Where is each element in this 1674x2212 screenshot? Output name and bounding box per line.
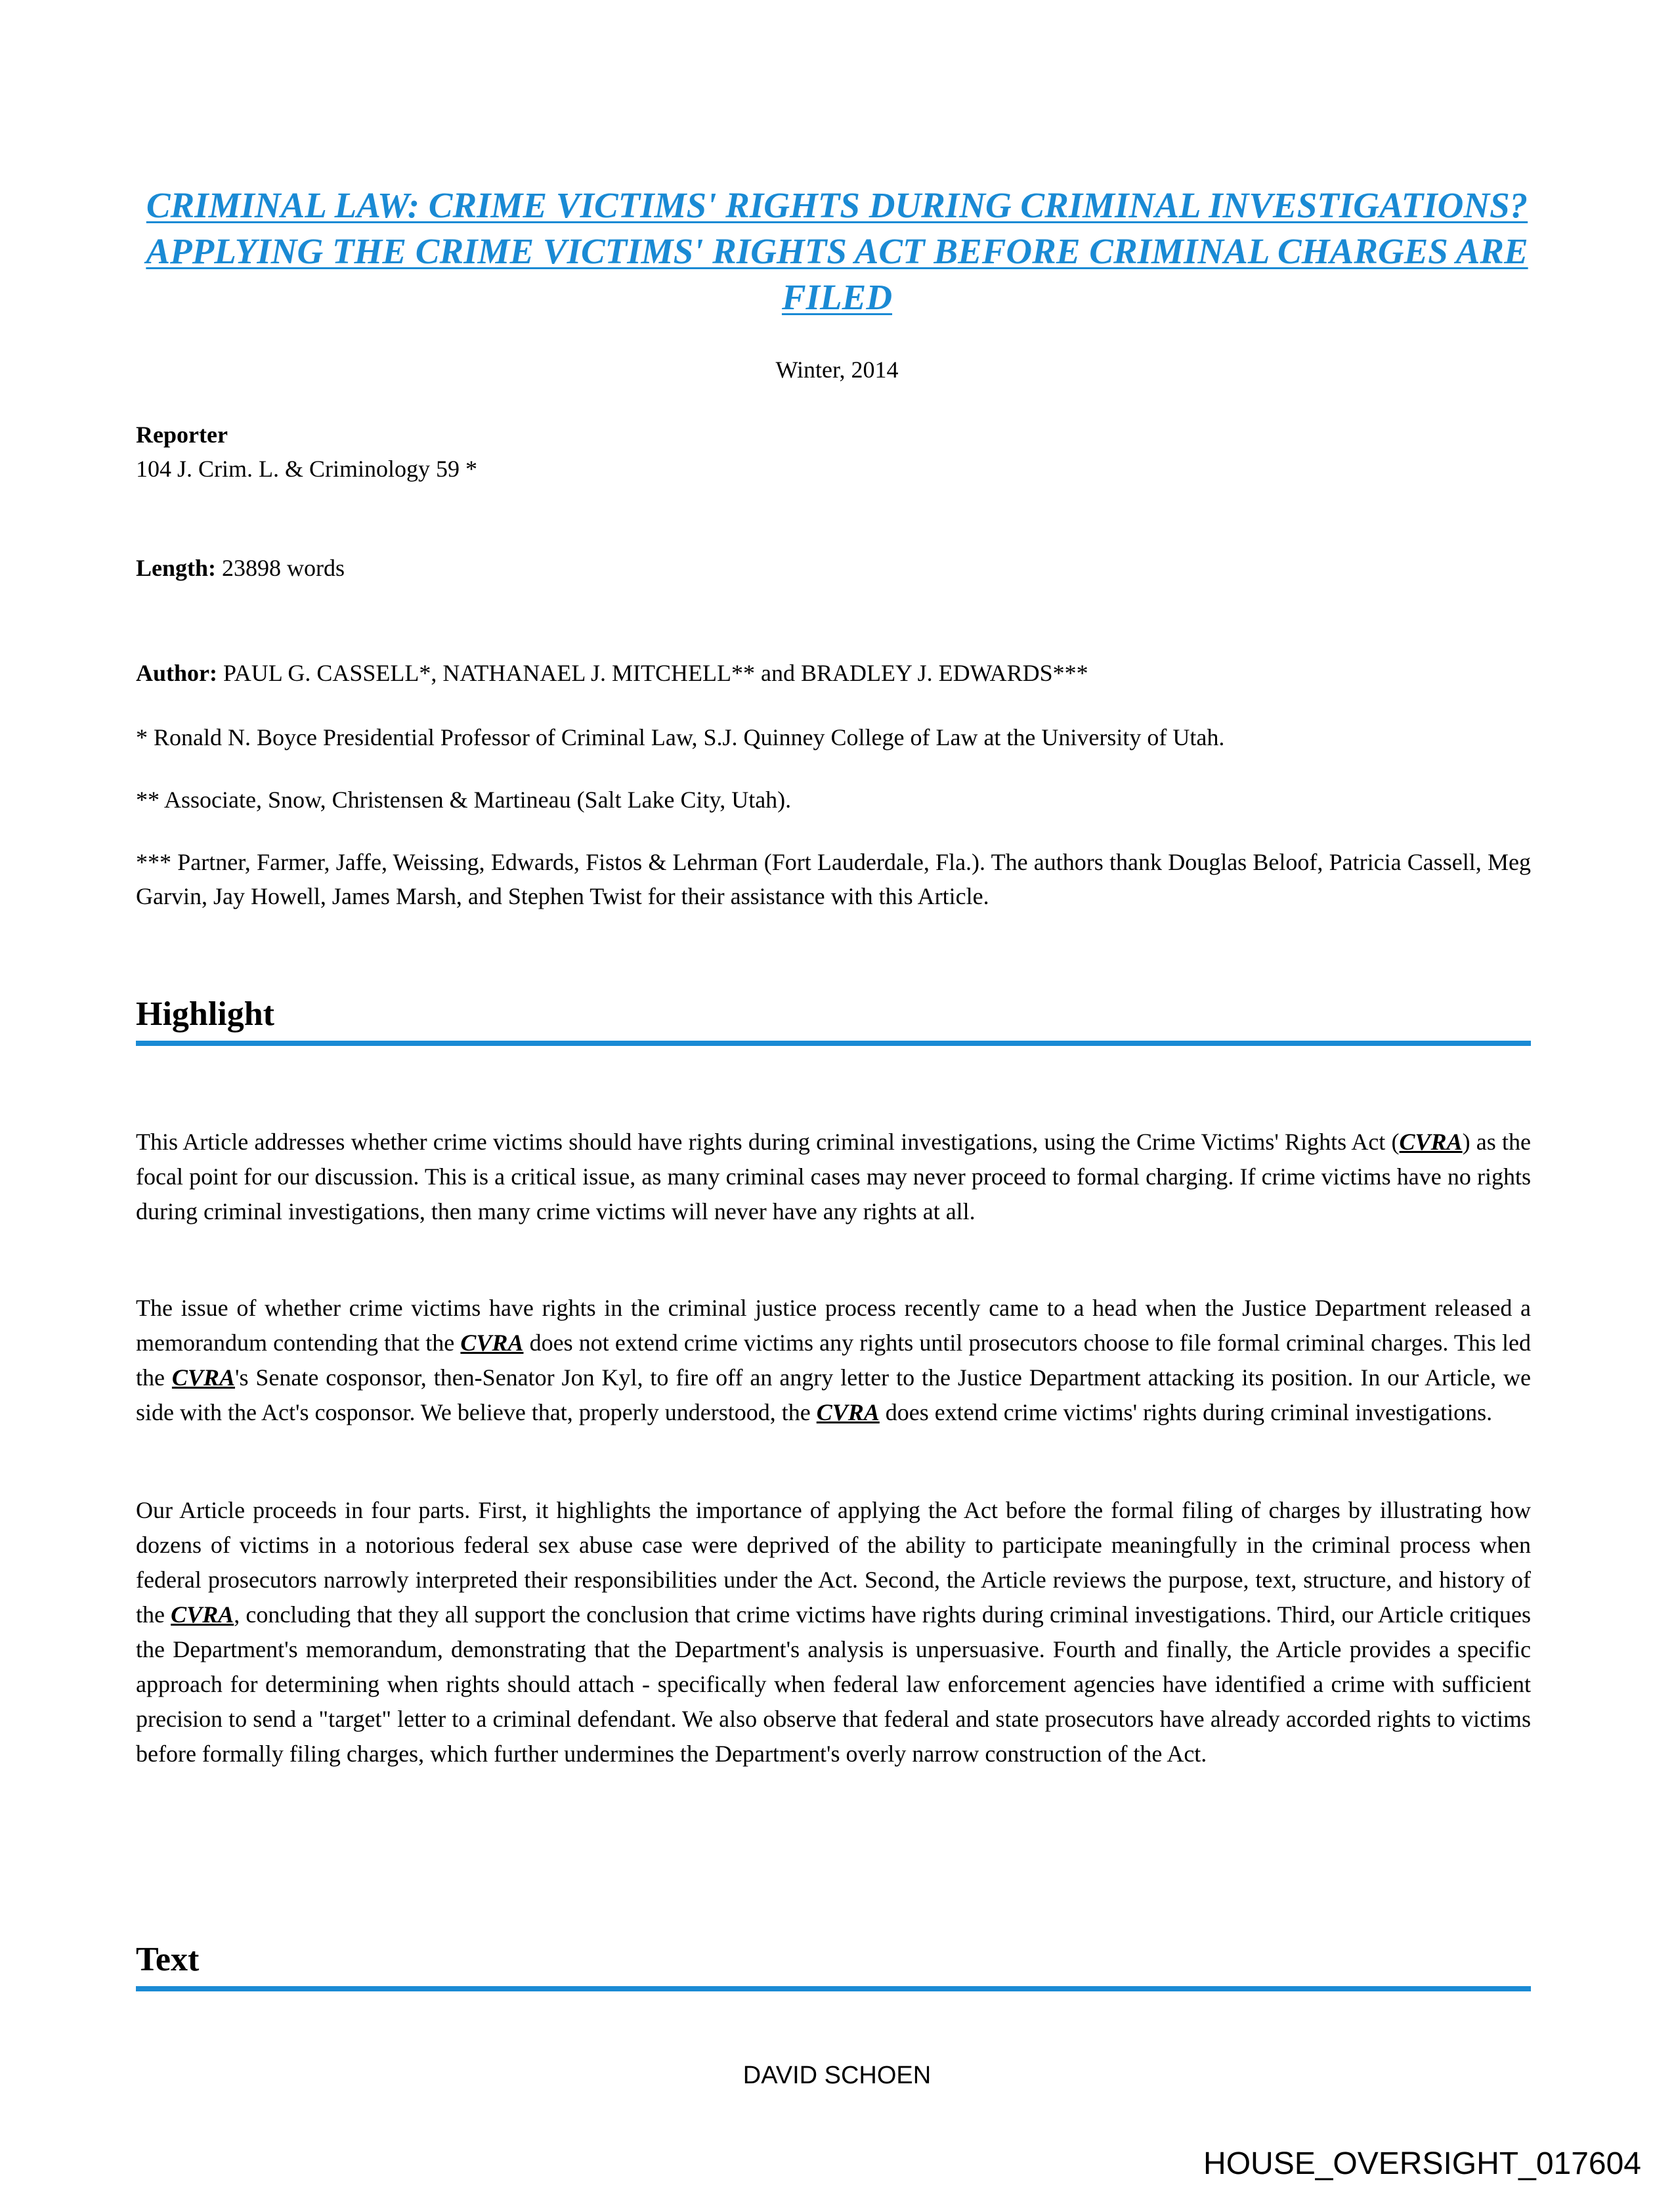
- reporter-value: 104 J. Crim. L. & Criminology 59 *: [136, 456, 478, 482]
- paragraph-text: does extend crime victims' rights during criminal investigations.: [879, 1399, 1493, 1425]
- paragraph-text: This Article addresses whether crime victims should have rights during criminal investigations, using the Crime Victims' Rights Act (: [136, 1129, 1400, 1155]
- length-value: 23898 words: [222, 555, 345, 581]
- text-heading: Text: [136, 1940, 1531, 1991]
- author-note-2: ** Associate, Snow, Christensen & Martineau (Salt Lake City, Utah).: [136, 787, 792, 813]
- highlight-paragraph-1: [136, 1125, 1531, 1229]
- highlight-paragraph-2: [136, 1291, 1531, 1430]
- paragraph-text: ) as the focal point for our discussion. This is a critical issue, as many criminal cases may never proceed to formal charging. If crime victims have no rights during criminal investigations, then many crime victims will never have any rights at all.: [136, 1129, 1531, 1225]
- paragraph-text: Our Article proceeds in four parts. First, it highlights the importance of applying the Act before the formal filing of charges by illustrating how dozens of victims in a notorious federal sex abuse case were deprived of the ability to participate meaningfully in the criminal process when federal prosecutors narrowly interpreted their responsibilities under the Act. Second, the Article reviews the purpose, text, structure, and history of the: [136, 1497, 1531, 1628]
- cvra-link[interactable]: CVRA: [171, 1601, 234, 1628]
- paragraph-text: 's Senate cosponsor, then-Senator Jon Kyl, to fire off an angry letter to the Justice Department attacking its position. In our Article, we side with the Act's cosponsor. We believe that, properly understood, the: [136, 1364, 1532, 1425]
- author-value: PAUL G. CASSELL*, NATHANAEL J. MITCHELL** and BRADLEY J. EDWARDS***: [223, 660, 1088, 686]
- author-label: Author:: [136, 660, 217, 686]
- bates-number: HOUSE_OVERSIGHT_017604: [1203, 2146, 1641, 2181]
- footer-name: DAVID SCHOEN: [742, 2062, 932, 2089]
- author-note-1: * Ronald N. Boyce Presidential Professor of Criminal Law, S.J. Quinney College of Law at the University of Utah.: [136, 724, 1225, 750]
- paragraph-text: does not extend crime victims any rights until prosecutors choose to file formal criminal charges. This led the: [136, 1330, 1531, 1391]
- paragraph-text: The issue of whether crime victims have rights in the criminal justice process recently came to a head when the Justice Department released a memorandum contending that the: [136, 1295, 1531, 1356]
- highlight-heading: Highlight: [136, 995, 1531, 1046]
- cvra-link[interactable]: CVRA: [816, 1399, 880, 1425]
- cvra-link[interactable]: CVRA: [171, 1364, 235, 1391]
- length-block: [136, 553, 1449, 583]
- reporter-block: [136, 418, 1449, 486]
- cvra-link[interactable]: CVRA: [460, 1330, 524, 1356]
- author-note-3: *** Partner, Farmer, Jaffe, Weissing, Edwards, Fistos & Lehrman (Fort Lauderdale, Fla.). The authors thank Douglas Beloof, Patricia Cassell, Meg Garvin, Jay Howell, James Marsh, and Stephen Twist for their assistance with this Article.: [136, 849, 1531, 909]
- reporter-label: Reporter: [136, 422, 228, 448]
- highlight-paragraph-3: [136, 1493, 1531, 1771]
- cvra-link[interactable]: CVRA: [1399, 1129, 1463, 1155]
- length-label: Length:: [136, 555, 217, 581]
- document-title-link[interactable]: CRIMINAL LAW: CRIME VICTIMS' RIGHTS DURING CRIMINAL INVESTIGATIONS? APPLYING THE CRIME VICTIMS' RIGHTS ACT BEFORE CRIMINAL CHARGES ARE FILED: [146, 185, 1528, 317]
- author-block: [136, 658, 1531, 688]
- paragraph-text: , concluding that they all support the conclusion that crime victims have rights during criminal investigations. Third, our Article critiques the Department's memorandum, demonstrating that the Department's analysis is unpersuasive. Fourth and finally, the Article provides a specific approach for determining when rights should attach - specifically when federal law enforcement agencies have identified a crime with sufficient precision to send a "target" letter to a criminal defendant. We also observe that federal and state prosecutors have already accorded rights to victims before formally filing charges, which further undermines the Department's overly narrow construction of the Act.: [136, 1601, 1531, 1767]
- publication-date: Winter, 2014: [775, 357, 899, 383]
